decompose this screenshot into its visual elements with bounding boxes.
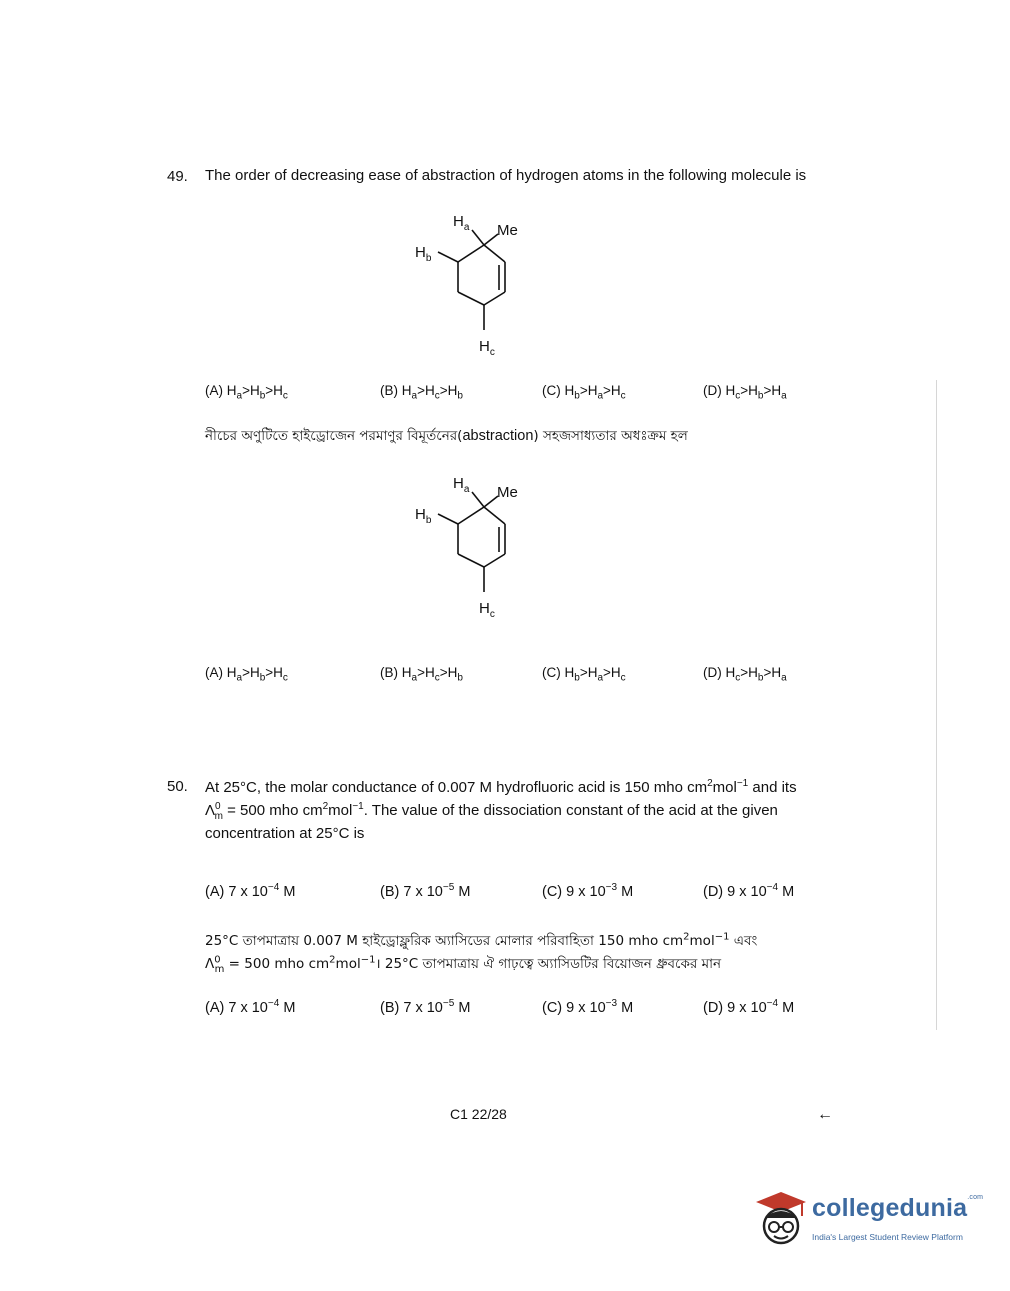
brand-logo — [752, 1186, 992, 1256]
option-c: (C) $H_b>H_a>H_c$ — [542, 383, 626, 402]
option-a: (A) 7 x $10^{-4}$ M — [205, 998, 296, 1016]
option-a: (A) 7 x $10^{-4}$ M — [205, 882, 296, 900]
page-number: C1 22/28 — [450, 1106, 507, 1122]
question-text-bengali: নীচের অণুটিতে হাইড্রোজেন পরমাণুর বিমূর্তনের(abstraction) সহজসাধ্যতার অধঃক্রম হল — [205, 428, 688, 444]
me-label: Me — [497, 222, 518, 239]
option-c: (C) 9 x $10^{-3}$ M — [542, 882, 634, 900]
option-a: (A) $H_a>H_b>H_c$ — [205, 665, 288, 684]
option-b: (B) $H_a>H_c>H_b$ — [380, 383, 463, 402]
me-label: Me — [497, 484, 518, 501]
option-b: (B) $H_a>H_c>H_b$ — [380, 665, 463, 684]
brand-name: collegedunia$^{.com}$ — [812, 1194, 984, 1222]
option-c: (C) 9 x $10^{-3}$ M — [542, 998, 634, 1016]
hb-label: $H_b$ — [415, 506, 432, 526]
hc-label: $H_c$ — [479, 338, 495, 358]
options-q50-bn — [205, 1000, 845, 1020]
question-text: The order of decreasing ease of abstraction of hydrogen atoms in the following molecule is — [205, 167, 807, 184]
option-b: (B) 7 x $10^{-5}$ M — [380, 882, 471, 900]
molecule-structure — [400, 202, 560, 362]
option-c: (C) $H_b>H_a>H_c$ — [542, 665, 626, 684]
question-text: At 25°C, the molar conductance of 0.007 M hydrofluoric acid is 150 mho $cm^2mol^{-1}$ and its $\Lambda^0_m = 500$ mho $cm^2mol^{-1}$. The value of the dissociation constant of the acid at the given concentration at 25°C is — [205, 778, 797, 842]
mascot-icon — [752, 1188, 810, 1252]
scan-edge-line — [936, 380, 937, 1030]
options-q50-en — [205, 884, 845, 904]
arrow-left-icon: ← — [817, 1106, 833, 1123]
option-d: (D) 9 x $10^{-4}$ M — [703, 998, 795, 1016]
hb-label: $H_b$ — [415, 244, 432, 264]
ha-label: $H_a$ — [453, 475, 470, 495]
option-a: (A) $H_a>H_b>H_c$ — [205, 383, 288, 402]
options-q49-en — [205, 383, 845, 403]
options-q49-bn — [205, 665, 845, 685]
molecule-structure-bengali — [400, 464, 560, 624]
option-d: (D) $H_c>H_b>H_a$ — [703, 383, 787, 402]
option-d: (D) $H_c>H_b>H_a$ — [703, 665, 787, 684]
option-d: (D) 9 x $10^{-4}$ M — [703, 882, 795, 900]
question-number: 49. — [167, 168, 188, 185]
ha-label: $H_a$ — [453, 213, 470, 233]
brand-tagline: India's Largest Student Review Platform — [812, 1232, 963, 1242]
hc-label: $H_c$ — [479, 600, 495, 620]
question-number: 50. — [167, 778, 188, 795]
question-text-bengali: 25°C তাপমাত্রায় 0.007 M হাইড্রোফ্লুরিক অ্যাসিডের মোলার পরিবাহিতা 150 mho $cm^2mol^{-1}$ এবং $\Lambda^0_m = 500$ mho $cm^2mol^{-1}।$ 25°C তাপমাত্রায় ঐ গাঢ়ত্বে অ্যাসিডটির বিয়োজন ধ্রুবকের মান — [205, 931, 758, 975]
option-b: (B) 7 x $10^{-5}$ M — [380, 998, 471, 1016]
